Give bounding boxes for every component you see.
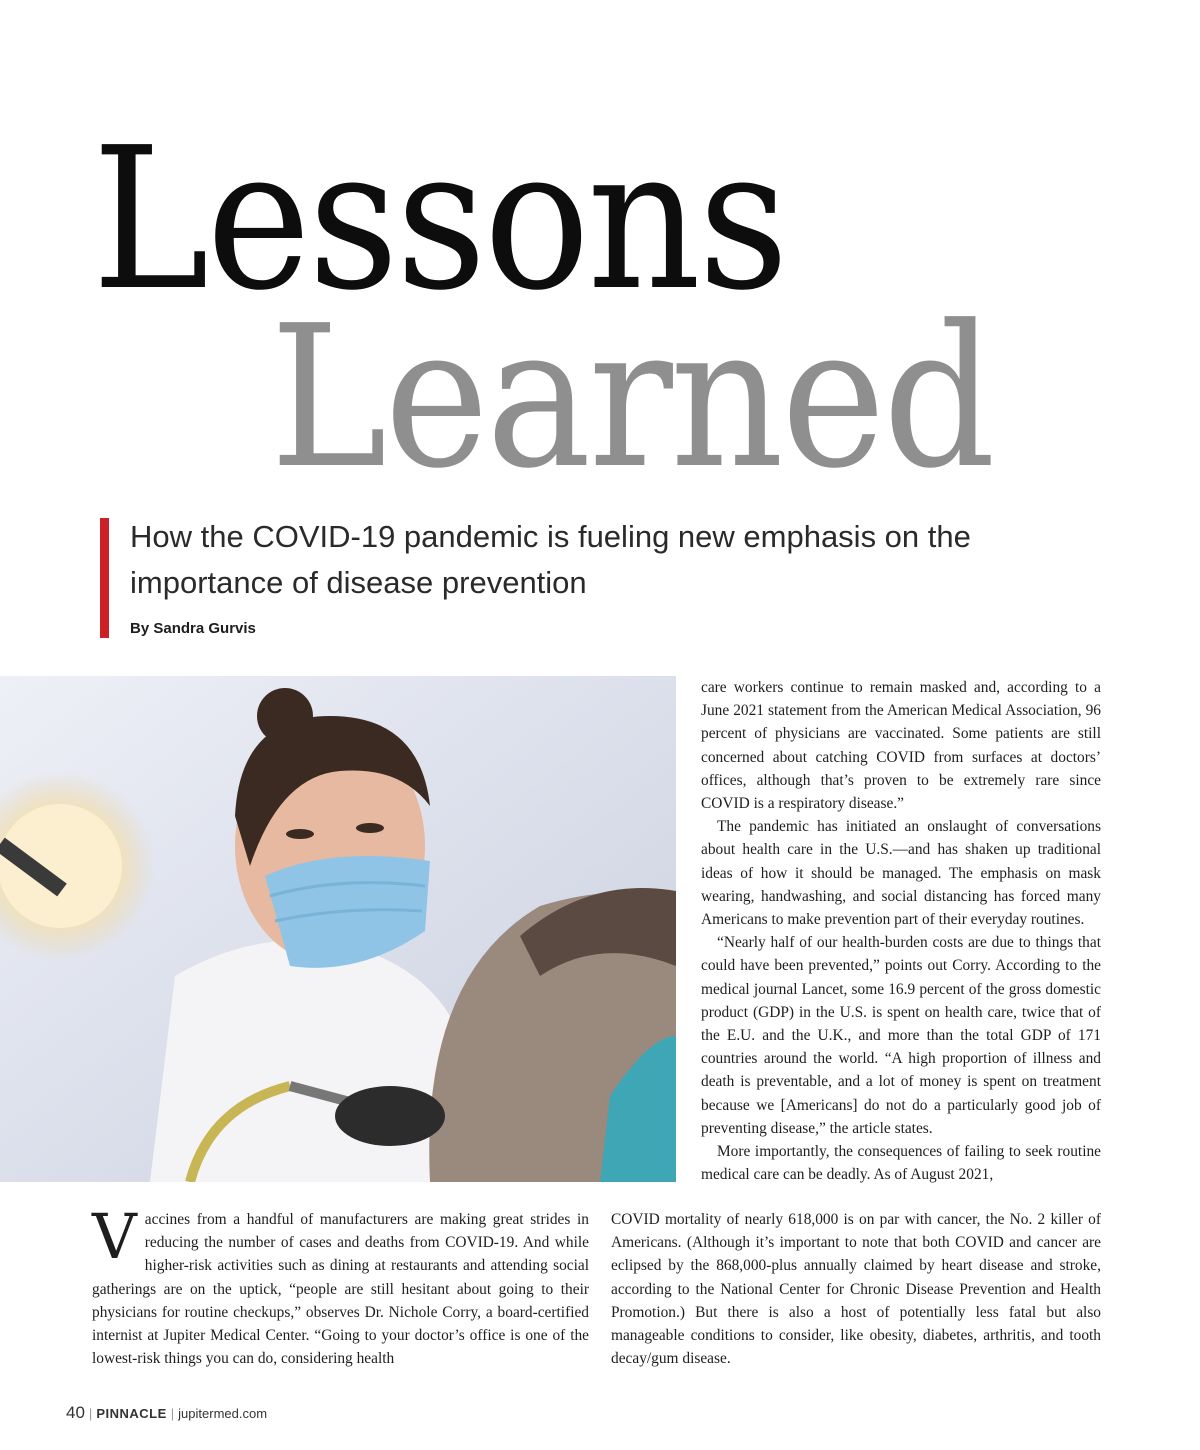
- accent-bar: [100, 518, 109, 638]
- drop-cap: V: [92, 1200, 137, 1273]
- article-paragraph: “Nearly half of our health-burden costs are due to things that could have been prevented,” points out Corry. According to the medical journal Lancet, some 16.9 percent of the gross domestic product (GDP) in the U.S. is spent on health care, twice that of the E.U. and the U.K., and more than the total GDP of 171 countries around the world. “A high proportion of illness and death is preventable, and a lot of money is spent on treatment because we [Americans] do not do a particularly good job of preventing disease,” the article states.: [701, 934, 1101, 1137]
- article-column-left: [92, 1200, 589, 1370]
- title-line-1: Lessons: [92, 106, 787, 334]
- website-link[interactable]: jupitermed.com: [178, 1406, 268, 1421]
- page-number: 40: [66, 1403, 85, 1422]
- article-paragraph: The pandemic has initiated an onslaught of conversations about health care in the U.S.—and has shaken up traditional ideas of how it should be managed. The emphasis on mask wearing, handwashing, and social distancing has forced many Americans to make prevention part of their everyday routines.: [701, 818, 1101, 929]
- article-paragraph: More importantly, the consequences of failing to seek routine medical care can be deadly. As of August 2021,: [701, 1143, 1101, 1184]
- article-lead-text: accines from a handful of manufacturers are making great strides in reducing the number of cases and deaths from COVID-19. And while higher-risk activities such as dining at restaurants and attending social gatherings are on the uptick, “people are still hesitant about going to their physicians for routine checkups,” observes Dr. Nichole Corry, a board-certified internist at Jupiter Medical Center. “Going to your doctor’s office is one of the lowest-risk things you can do, considering health: [92, 1211, 589, 1368]
- article-column-right: [701, 676, 1101, 1186]
- byline: By Sandra Gurvis: [130, 620, 256, 637]
- page-footer: [66, 1403, 267, 1423]
- article-photo: [0, 676, 676, 1182]
- subtitle: How the COVID-19 pandemic is fueling new emphasis on the importance of disease prevention: [130, 519, 971, 600]
- publication-name: PINNACLE: [96, 1406, 167, 1421]
- photo-dentist-with-mask-icon: [0, 676, 676, 1182]
- article-paragraph: [92, 1200, 589, 1370]
- footer-divider: |: [88, 1406, 93, 1421]
- footer-divider: |: [170, 1406, 175, 1421]
- title-line-2: Learned: [270, 284, 994, 512]
- article-paragraph: care workers continue to remain masked and, according to a June 2021 statement from the American Medical Association, 96 percent of physicians are vaccinated. Some patients are still concerned about catching COVID from surfaces at doctors’ offices, although that’s proven to be extremely rare since COVID is a respiratory disease.”: [701, 679, 1101, 813]
- article-column-bottom-right: [611, 1208, 1101, 1370]
- article-paragraph: COVID mortality of nearly 618,000 is on par with cancer, the No. 2 killer of Americans. (Although it’s important to note that both COVID and cancer are eclipsed by the 868,000-plus annually claimed by heart disease and stroke, according to the National Center for Chronic Disease Prevention and Health Promotion.) But there is also a host of potentially less fatal but also manageable conditions to consider, like obesity, diabetes, arthritis, and tooth decay/gum disease.: [611, 1211, 1101, 1368]
